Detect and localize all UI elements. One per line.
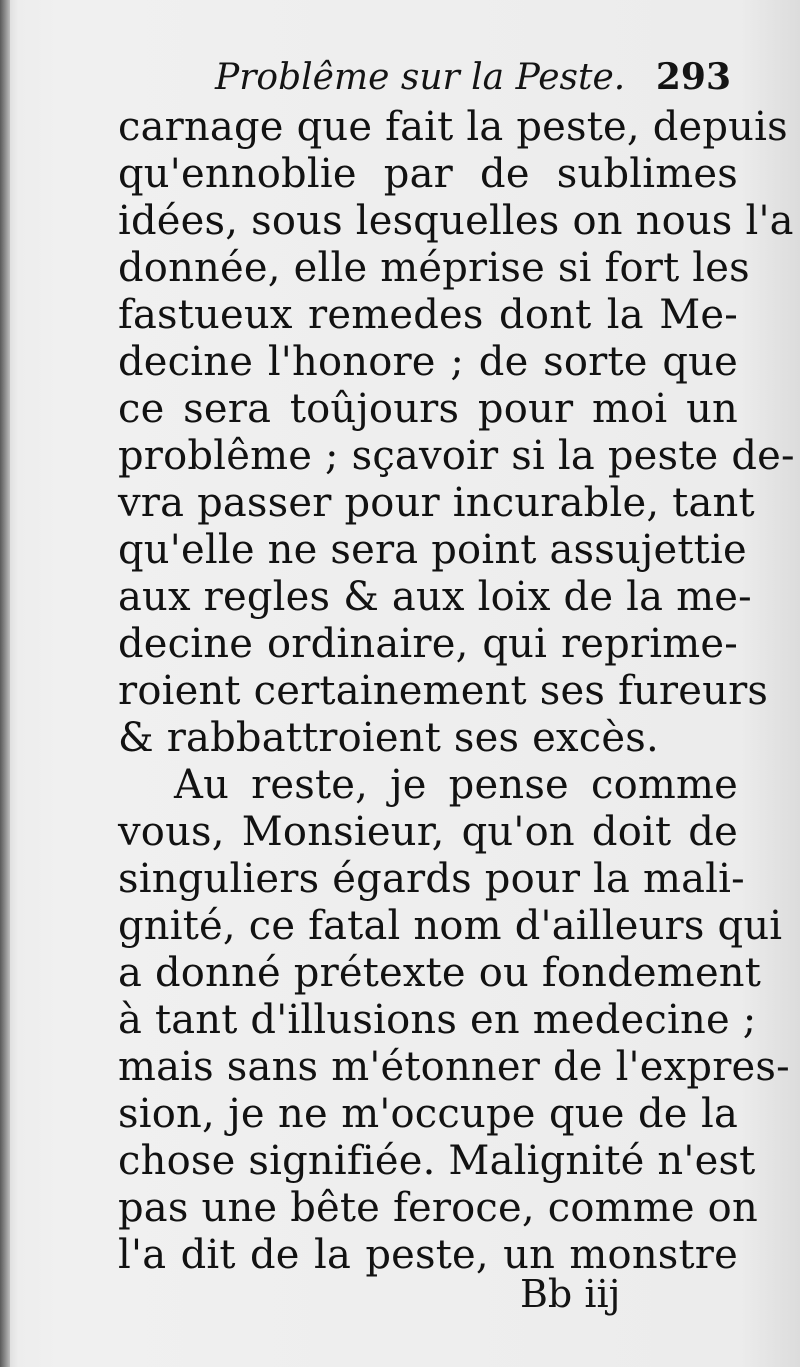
- running-header: [215, 56, 735, 106]
- text-line: idées, sous lesquelles on nous l'a: [118, 198, 794, 244]
- text-line: sion, je ne m'occupe que de la: [118, 1091, 738, 1137]
- running-title: Problême sur la Peste.: [215, 57, 626, 98]
- text-line: decine l'honore ; de sorte que: [118, 339, 738, 385]
- text-line: donnée, elle méprise si fort les: [118, 245, 750, 291]
- text-line: & rabbattroient ses excès.: [118, 715, 659, 761]
- text-line: ce sera toûjours pour moi un: [118, 386, 738, 432]
- page-number: 293: [655, 56, 731, 98]
- text-line: qu'elle ne sera point assujettie: [118, 527, 747, 573]
- text-line: vous, Monsieur, qu'on doit de: [118, 809, 738, 855]
- text-line: gnité, ce fatal nom d'ailleurs qui: [118, 903, 783, 949]
- text-line: decine ordinaire, qui reprime-: [118, 621, 738, 667]
- text-line: singuliers égards pour la mali-: [118, 856, 745, 902]
- text-line-paragraph-start: Au reste, je pense comme: [174, 762, 738, 808]
- text-line: problême ; sçavoir si la peste de-: [118, 433, 795, 479]
- text-line: pas une bête feroce, comme on: [118, 1185, 758, 1231]
- text-line: fastueux remedes dont la Me-: [118, 292, 738, 338]
- signature-mark: Bb iij: [520, 1272, 621, 1316]
- text-line: aux regles & aux loix de la me-: [118, 574, 752, 620]
- body-text: [118, 104, 795, 1279]
- text-line: l'a dit de la peste, un monstre: [118, 1232, 738, 1278]
- page-spine-shadow: [0, 0, 10, 1367]
- text-line: roient certainement ses fureurs: [118, 668, 769, 714]
- text-line: qu'ennoblie par de sublimes: [118, 151, 738, 197]
- text-line: a donné prétexte ou fondement: [118, 950, 762, 996]
- text-line: mais sans m'étonner de l'expres-: [118, 1044, 790, 1090]
- text-line: vra passer pour incurable, tant: [118, 480, 755, 526]
- text-line: chose signifiée. Malignité n'est: [118, 1138, 756, 1184]
- text-line: à tant d'illusions en medecine ;: [118, 997, 757, 1043]
- text-line: carnage que fait la peste, depuis: [118, 104, 788, 150]
